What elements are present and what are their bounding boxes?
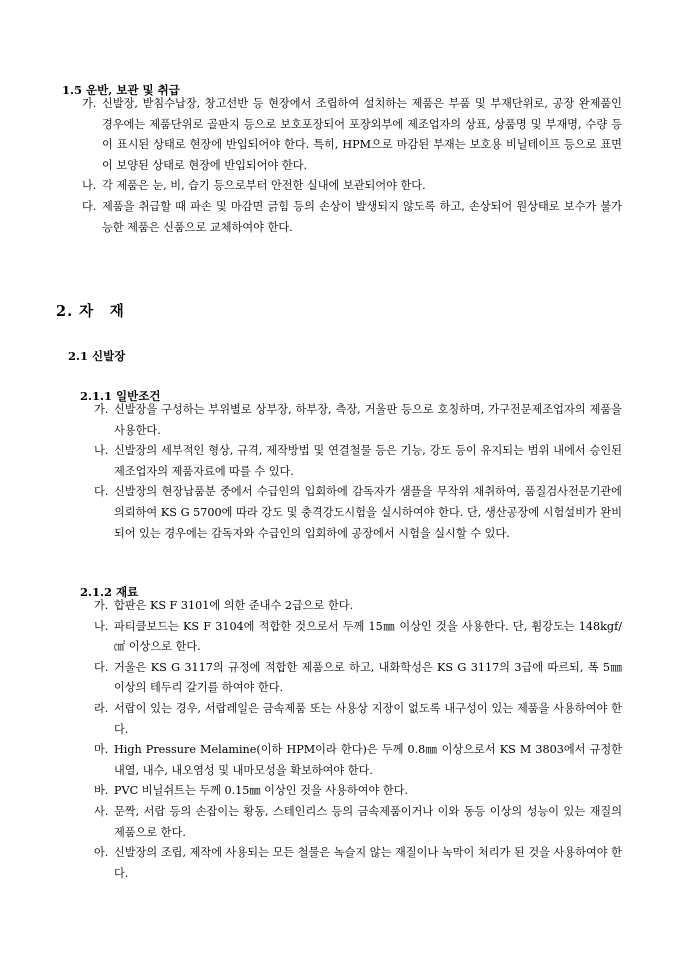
section-2-1-heading: 2.1 신발장 [68,349,126,363]
list-marker: 가. [82,97,97,110]
list-item [0,617,622,658]
list-text: 신발장의 세부적인 형상, 규격, 제작방법 및 연결철물 등은 기능, 강도 등이 유지되는 범위 내에서 승인된 제조업자의 제품자료에 따를 수 있다. [114,444,622,478]
list-text: 신발장을 구성하는 부위별로 상부장, 하부장, 측장, 거울판 등으로 호칭하며, 가구전문제조업자의 제품을 사용한다. [114,403,622,437]
section-1-5-heading: 1.5 운반, 보관 및 취급 [62,83,180,97]
list-item [0,400,622,441]
list-text: 합판은 KS F 3101에 의한 준내수 2급으로 한다. [114,599,354,612]
list-text: 파티클보드는 KS F 3104에 적합한 것으로서 두께 15㎜ 이상인 것을 사용한다. 단, 휨강도는 148kgf/㎠ 이상으로 한다. [114,619,622,654]
list-marker: 아. [94,846,109,860]
section-1-5-list [0,94,680,238]
list-item [0,94,622,176]
section-2-1-2-heading: 2.1.2 재료 [80,585,139,599]
list-text: 신발장의 현장납품분 중에서 수급인의 입회하에 감독자가 샘플을 무작위 채취하여, 품질검사전문기관에 의뢰하여 KS G 5700에 따라 강도 및 충격강도시험을 실시하여야 한다. 단, 생산공장에 시험설비가 완비되어 있는 경우에는 감독자와 수급인의 입회하에 공장에서 시험을 실시할 수 있다. [114,485,622,540]
list-text: 신발장의 조립, 제작에 사용되는 모든 철물은 녹슬지 않는 재질이나 녹막이 처리가 된 것을 사용하여야 한다. [114,846,622,880]
list-marker: 가. [94,403,109,416]
list-item [0,197,622,238]
list-marker: 다. [94,660,109,674]
list-item [0,441,622,482]
list-text: 각 제품은 눈, 비, 습기 등으로부터 안전한 실내에 보관되어야 한다. [102,179,426,193]
list-item [0,658,622,699]
list-text: High Pressure Melamine(이하 HPM이라 한다)은 두께 0.8㎜ 이상으로서 KS M 3803에서 규정한 내열, 내수, 내오염성 및 내마모성을 확보하여야 한다. [114,743,622,777]
list-text: PVC 비닐쉬트는 두께 0.15㎜ 이상인 것을 사용하여야 한다. [114,784,409,798]
list-text: 신발장, 받침수납장, 창고선반 등 현장에서 조립하여 설치하는 제품은 부품 및 부재단위로, 공장 완제품인 경우에는 제품단위로 골판지 등으로 보호포장되어 포장외부에 제조업자의 상표, 상품명 및 부재명, 수량 등이 표시된 상태로 현장에 반입되어야 한다. 특히, HPM으로 마감된 부재는 보호용 비닐테이프 등으로 표면이 보양된 상태로 현장에 반입되어야 한다. [102,97,622,172]
list-marker: 나. [94,444,109,458]
list-marker: 라. [94,701,109,715]
list-marker: 바. [94,784,109,798]
list-marker: 가. [94,599,109,612]
list-text: 서랍이 있는 경우, 서랍레일은 금속제품 또는 사용상 지장이 없도록 내구성이 있는 제품을 사용하여야 한다. [114,701,622,736]
list-marker: 나. [82,179,97,193]
section-2-1-1-list [0,400,680,544]
section-2-heading: 2. 자 재 [56,303,125,320]
list-text: 제품을 취급할 때 파손 및 마감면 긁힘 등의 손상이 발생되지 않도록 하고, 손상되어 원상태로 보수가 불가능한 제품은 신품으로 교체하여야 한다. [102,199,622,234]
list-item [0,699,622,740]
list-marker: 다. [94,485,109,499]
section-2-1-1-heading: 2.1.1 일반조건 [80,389,161,403]
list-item [0,740,622,781]
section-2-1-2-list [0,596,680,884]
list-item [0,802,622,843]
list-marker: 다. [82,199,97,213]
list-marker: 나. [94,619,109,633]
list-item [0,176,622,197]
list-text: 문짝, 서랍 등의 손잡이는 황동, 스테인리스 등의 금속제품이거나 이와 동등 이상의 성능이 있는 재질의 제품으로 한다. [114,804,622,839]
list-item [0,781,622,802]
list-marker: 사. [94,804,109,818]
list-item [0,843,622,884]
list-text: 거울은 KS G 3117의 규정에 적합한 제품으로 하고, 내화학성은 KS G 3117의 3급에 따르되, 폭 5㎜ 이상의 테두리 갈기를 하여야 한다. [114,660,622,695]
list-item [0,482,622,544]
list-item [0,596,622,617]
list-marker: 마. [94,743,109,757]
